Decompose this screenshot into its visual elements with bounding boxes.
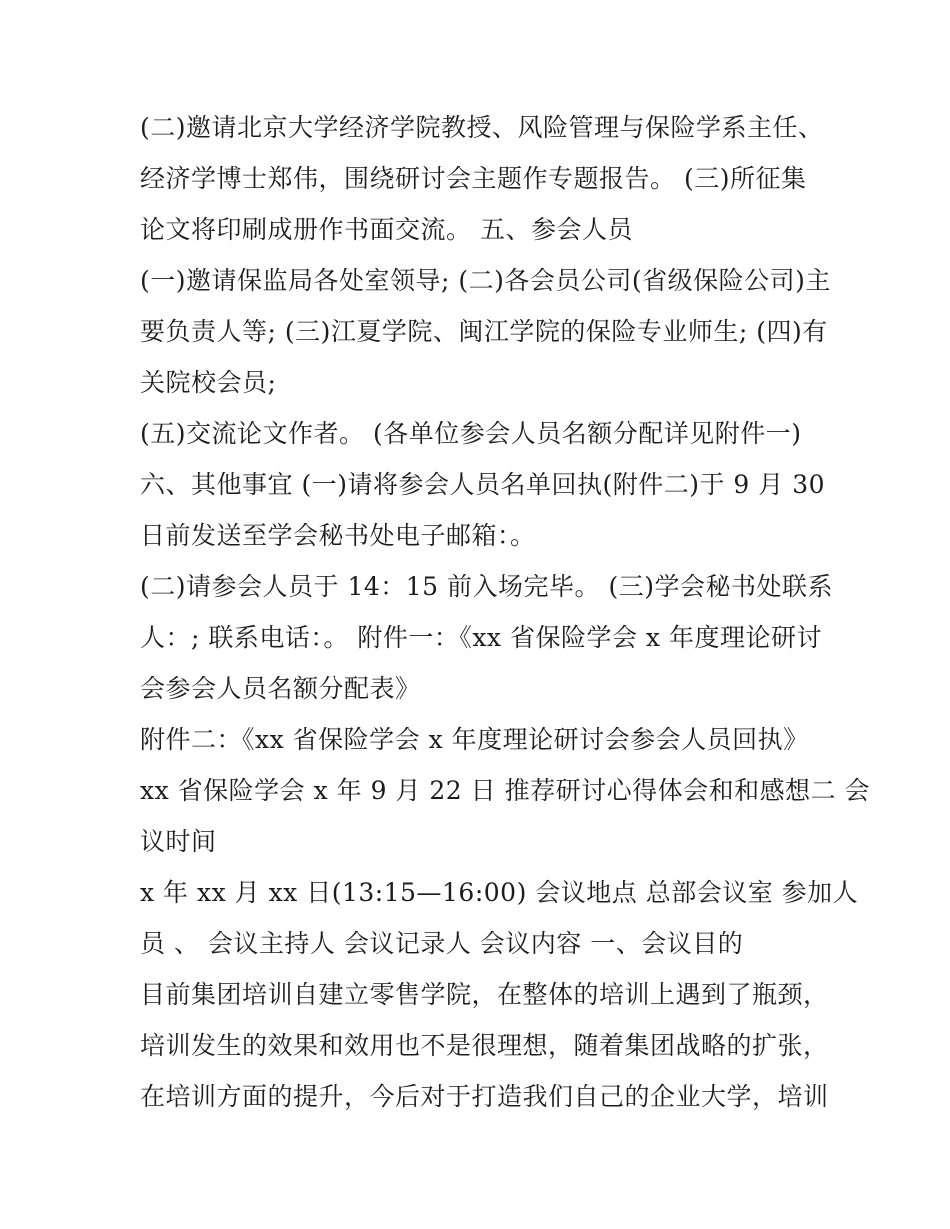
text-line: xx 省保险学会 x 年 9 月 22 日 推荐研讨心得体会和和感想二 会 xyxy=(140,776,871,805)
text-line: 六、其他事宜 (一)请将参会人员名单回执(附件二)于 9 月 30 xyxy=(140,470,826,499)
text-line: 员 、 会议主持人 会议记录人 会议内容 一、会议目的 xyxy=(140,929,744,958)
text-line: 论文将印刷成册作书面交流。 五、参会人员 xyxy=(140,215,633,244)
text-line: 目前集团培训自建立零售学院，在整体的培训上遇到了瓶颈， xyxy=(140,980,829,1009)
text-line: 培训发生的效果和效用也不是很理想，随着集团战略的扩张， xyxy=(140,1031,829,1060)
text-line: (一)邀请保监局各处室领导; (二)各会员公司(省级保险公司)主 xyxy=(140,266,831,295)
text-line: 关院校会员; xyxy=(140,368,277,397)
text-line: x 年 xx 月 xx 日(13:15—16:00) 会议地点 总部会议室 参加人 xyxy=(140,878,859,907)
text-line: (二)邀请北京大学经济学院教授、风险管理与保险学系主任、 xyxy=(140,113,824,142)
text-line: (二)请参会人员于 14：15 前入场完毕。 (三)学会秘书处联系 xyxy=(140,572,833,601)
text-line: 在培训方面的提升，今后对于打造我们自己的企业大学，培训 xyxy=(140,1082,829,1111)
text-line: 经济学博士郑伟，围绕研讨会主题作专题报告。 (三)所征集 xyxy=(140,164,807,193)
text-line: 要负责人等; (三)江夏学院、闽江学院的保险专业师生; (四)有 xyxy=(140,317,828,346)
text-line: 人：; 联系电话：。 附件一：《xx 省保险学会 x 年度理论研讨 xyxy=(140,623,822,652)
text-line: 议时间 xyxy=(140,827,217,856)
text-line: (五)交流论文作者。 (各单位参会人员名额分配详见附件一) xyxy=(140,419,802,448)
text-line: 会参会人员名额分配表》 xyxy=(140,674,421,703)
text-line: 附件二：《xx 省保险学会 x 年度理论研讨会参会人员回执》 xyxy=(140,725,809,754)
text-line: 日前发送至学会秘书处电子邮箱：。 xyxy=(140,521,536,550)
